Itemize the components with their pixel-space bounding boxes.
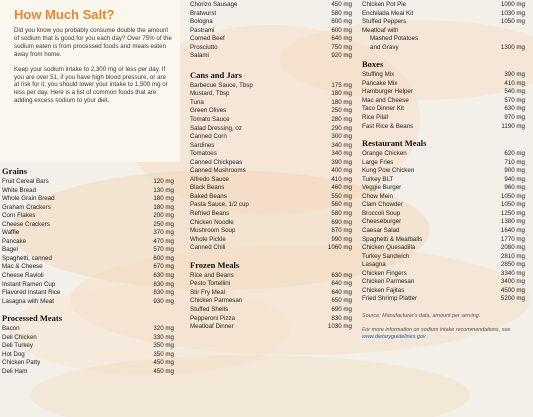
list-item — [190, 280, 352, 289]
sodium-value: 1050 mg — [500, 192, 525, 200]
food-name: Salami — [190, 52, 209, 60]
sodium-value: 1770 mg — [500, 235, 525, 243]
food-name: Barbecue Sauce, Tbsp — [190, 81, 253, 89]
list-item — [190, 306, 352, 315]
list-item — [190, 184, 352, 193]
sodium-value: 180 mg — [331, 90, 352, 98]
sodium-value: 180 mg — [153, 195, 174, 203]
sodium-value: 540 mg — [504, 88, 525, 96]
food-name: Fruit Cereal Bars — [2, 178, 49, 185]
food-name: Alfredo Sauce — [190, 175, 229, 183]
list-item — [190, 125, 352, 134]
list-item — [2, 298, 174, 307]
food-name: Enchilada Meal Kit — [362, 9, 414, 17]
sodium-value: 1300 mg — [500, 43, 525, 51]
list-item — [190, 297, 352, 306]
cans-jars-list — [190, 82, 352, 253]
sodium-value: 175 mg — [331, 81, 352, 89]
sodium-value: 410 mg — [504, 79, 525, 87]
list-item — [190, 18, 352, 27]
list-item — [190, 289, 352, 298]
food-name: Hamburger Helper — [362, 88, 413, 96]
sodium-value: 470 mg — [153, 237, 174, 245]
sodium-value: 550 mg — [331, 192, 352, 200]
list-item — [362, 227, 525, 236]
sodium-value: 940 mg — [504, 175, 525, 183]
food-name: Large Fries — [362, 158, 394, 166]
sodium-value: 1190 mg — [501, 122, 525, 130]
list-item — [190, 133, 352, 142]
list-item — [2, 204, 174, 213]
list-item — [362, 80, 525, 89]
food-name: and Gravy — [370, 43, 399, 51]
list-item — [362, 295, 525, 304]
food-name: Bologna — [190, 18, 213, 26]
intro-paragraph: Did you know you probably consume double the amount of sodium that is good for you each day? Over 75% of the sodium eaten is from processed foods and meals eaten away from home. — [14, 27, 172, 58]
list-item — [2, 187, 174, 196]
sodium-value: 390 mg — [504, 71, 525, 79]
sodium-value: 290 mg — [331, 124, 352, 132]
food-name: Chow Mein — [362, 192, 393, 200]
list-item — [190, 315, 352, 324]
sodium-value: 1380 mg — [500, 218, 525, 226]
list-item — [362, 27, 525, 36]
food-name: Refried Beans — [190, 210, 230, 218]
sodium-value: 130 mg — [153, 186, 174, 194]
food-name: Mac and Cheese — [362, 96, 409, 104]
food-name: Meatloaf with — [362, 26, 399, 34]
section-title-processed-meats: Processed Meats — [2, 313, 63, 324]
list-item — [362, 71, 525, 80]
frozen-meals-list-continued — [362, 1, 525, 52]
food-name: Bratwurst — [190, 9, 217, 17]
sodium-value: 460 mg — [331, 184, 352, 192]
column-middle — [190, 0, 352, 332]
food-name: Cheeseburger — [362, 218, 402, 226]
food-name: Fast Rice & Beans — [362, 122, 414, 130]
sodium-value: 1050 mg — [500, 18, 525, 26]
list-item — [190, 116, 352, 125]
sodium-value: 580 mg — [331, 9, 352, 17]
list-item — [2, 263, 174, 272]
list-item — [190, 10, 352, 19]
food-name: Pasta Sauce, 1/2 cup — [190, 201, 249, 209]
food-name: Orange Chicken — [362, 150, 407, 158]
list-item — [362, 167, 525, 176]
sodium-value: 830 mg — [331, 314, 352, 322]
food-name: Pastrami — [190, 26, 215, 34]
list-item — [2, 359, 174, 368]
food-name: Green Olives — [190, 107, 227, 115]
food-name: Turkey Sandwich — [362, 252, 410, 260]
sodium-value: 620 mg — [504, 150, 525, 158]
list-item — [362, 150, 525, 159]
list-item — [190, 90, 352, 99]
food-name: Chicken Patty — [2, 359, 41, 367]
food-name: Deli Turkey — [2, 342, 33, 350]
sodium-value: 970 mg — [504, 114, 525, 122]
food-name: Veggie Burger — [362, 184, 402, 192]
food-name: Chorizo Sausage — [190, 1, 238, 8]
sodium-value: 570 mg — [504, 96, 525, 104]
sodium-value: 870 mg — [331, 227, 352, 235]
list-item — [190, 193, 352, 202]
list-item — [190, 142, 352, 151]
food-name: Corned Beef — [190, 35, 225, 43]
food-name: Chicken Fingers — [362, 269, 407, 277]
food-name: Sardines — [190, 141, 215, 149]
list-item — [362, 244, 525, 253]
food-name: Mushroom Soup — [190, 227, 236, 235]
sodium-value: 1250 mg — [500, 209, 525, 217]
sodium-value: 120 mg — [153, 178, 174, 185]
list-item — [362, 201, 525, 210]
list-item — [2, 212, 174, 221]
food-name: Chicken Parmesan — [362, 278, 415, 286]
column-left — [0, 0, 180, 376]
sodium-value: 710 mg — [504, 158, 525, 166]
food-name: Rice and Beans — [190, 271, 234, 279]
sodium-value: 4500 mg — [500, 286, 525, 294]
source-note: Source: Manufacturer's data, amount per serving. — [362, 312, 481, 319]
sodium-value: 670 mg — [153, 263, 174, 271]
sodium-value: 1030 mg — [500, 9, 525, 17]
sodium-value: 3340 mg — [500, 269, 525, 277]
sodium-value: 830 mg — [153, 289, 174, 297]
section-title-cans-jars: Cans and Jars — [190, 69, 242, 80]
list-item — [190, 52, 352, 61]
list-item — [190, 35, 352, 44]
sodium-value: 370 mg — [153, 229, 174, 237]
food-name: Cheese Crackers — [2, 220, 50, 228]
list-item — [190, 236, 352, 245]
list-item — [2, 246, 174, 255]
list-item — [2, 342, 174, 351]
sodium-value: 3400 mg — [500, 278, 525, 286]
food-name: Stuffed Peppers — [362, 18, 407, 26]
list-item — [190, 44, 352, 53]
sodium-value: 650 mg — [331, 297, 352, 305]
sodium-value: 340 mg — [331, 141, 352, 149]
sodium-value: 1060 mg — [327, 244, 352, 252]
food-name: Fried Shrimp Platter — [362, 295, 418, 303]
food-name: Meatloaf Dinner — [190, 323, 234, 331]
list-item — [362, 10, 525, 19]
list-item — [190, 210, 352, 219]
list-item — [190, 1, 352, 10]
sodium-value: 640 mg — [331, 35, 352, 43]
sodium-value: 600 mg — [331, 18, 352, 26]
info-note-text: For more information on sodium intake recommendations, see — [362, 326, 511, 333]
food-name: Waffle — [2, 229, 20, 237]
food-name: Chicken Fajitas — [362, 286, 405, 294]
list-item — [362, 114, 525, 123]
list-item — [190, 99, 352, 108]
sodium-value: 1640 mg — [500, 227, 525, 235]
list-item — [362, 176, 525, 185]
food-name: Prosciutto — [190, 43, 218, 51]
section-title-grains: Grains — [2, 166, 28, 176]
list-item — [2, 221, 174, 230]
info-link[interactable]: www.dietaryguidelines.gov — [362, 333, 426, 340]
list-item — [190, 201, 352, 210]
intro-box — [0, 0, 180, 162]
food-name: Canned Chili — [190, 244, 226, 252]
list-item — [362, 35, 525, 44]
section-title-restaurant-meals: Restaurant Meals — [362, 138, 427, 149]
sodium-value: 750 mg — [331, 43, 352, 51]
food-name: Lasagna with Meat — [2, 297, 54, 305]
food-name: Bacon — [2, 325, 20, 333]
list-item — [362, 1, 525, 10]
sodium-value: 250 mg — [331, 107, 352, 115]
section-title-frozen-meals: Frozen Meals — [190, 259, 240, 270]
list-item — [362, 261, 525, 270]
food-name: Mashed Potatoes — [370, 35, 419, 43]
food-name: Stuffing Mix — [362, 71, 395, 79]
food-name: Clam Chowder — [362, 201, 403, 209]
list-item — [190, 272, 352, 281]
food-name: Tomatoes — [190, 150, 217, 158]
sodium-value: 390 mg — [331, 158, 352, 166]
food-name: Deli Chicken — [2, 333, 37, 341]
sodium-value: 920 mg — [331, 52, 352, 60]
processed-meats-list-continued — [190, 1, 352, 61]
sodium-value: 690 mg — [331, 305, 352, 313]
list-item — [362, 184, 525, 193]
food-name: Stuffed Shells — [190, 305, 229, 313]
processed-meats-list — [0, 325, 174, 376]
food-name: Salad Dressing, oz — [190, 124, 242, 132]
list-item — [362, 193, 525, 202]
food-name: Chicken Noodle — [190, 218, 234, 226]
food-name: Spaghetti & Meatballs — [362, 235, 423, 243]
sodium-value: 180 mg — [153, 203, 174, 211]
food-name: Instant Ramen Cup — [2, 280, 56, 288]
sodium-value: 450 mg — [331, 1, 352, 8]
list-item — [2, 281, 174, 290]
section-title-boxes: Boxes — [362, 59, 384, 70]
list-item — [190, 219, 352, 228]
list-item — [190, 323, 352, 332]
food-name: Baked Beans — [190, 192, 227, 200]
sodium-value: 320 mg — [153, 325, 174, 333]
list-item — [190, 107, 352, 116]
list-item — [362, 218, 525, 227]
food-name: Lasagna — [362, 261, 386, 269]
food-name: Caesar Salad — [362, 227, 400, 235]
sodium-value: 630 mg — [331, 271, 352, 279]
food-name: Chicken Parmesan — [190, 297, 243, 305]
list-item — [2, 178, 174, 187]
food-name: Graham Crackers — [2, 203, 51, 211]
sodium-value: 990 mg — [331, 235, 352, 243]
list-item — [362, 123, 525, 132]
food-name: Whole Grain Bread — [2, 195, 55, 203]
food-name: Chicken Quesadilla — [362, 244, 416, 252]
grains-list — [0, 178, 174, 306]
food-name: Broccoli Soup — [362, 209, 401, 217]
list-item — [190, 27, 352, 36]
sodium-value: 400 mg — [331, 167, 352, 175]
sodium-value: 690 mg — [331, 218, 352, 226]
sodium-value: 250 mg — [153, 220, 174, 228]
sodium-value: 300 mg — [331, 133, 352, 141]
list-item — [2, 334, 174, 343]
food-name: White Bread — [2, 186, 37, 194]
list-item — [190, 227, 352, 236]
list-item — [362, 105, 525, 114]
food-name: Whole Pickle — [190, 235, 226, 243]
food-name: Bagel — [2, 246, 18, 254]
food-name: Tomato Sauce — [190, 116, 230, 124]
restaurant-meals-list — [362, 150, 525, 304]
page-title: How Much Salt? — [14, 7, 115, 22]
list-item — [362, 210, 525, 219]
sodium-value: 630 mg — [504, 105, 525, 113]
list-item — [362, 236, 525, 245]
food-name: Canned Corn — [190, 133, 227, 141]
food-name: Rice Pilaf — [362, 114, 389, 122]
food-name: Stir Fry Meal — [190, 288, 226, 296]
sodium-value: 900 mg — [504, 167, 525, 175]
sodium-value: 570 mg — [153, 246, 174, 254]
sodium-value: 2810 mg — [500, 252, 525, 260]
food-name: Tuna — [190, 98, 204, 106]
list-item — [2, 325, 174, 334]
sodium-value: 2080 mg — [500, 244, 525, 252]
sodium-value: 600 mg — [331, 26, 352, 34]
list-item — [362, 270, 525, 279]
sodium-value: 180 mg — [331, 98, 352, 106]
info-note — [362, 327, 525, 341]
food-name: Black Beans — [190, 184, 225, 192]
list-item — [190, 82, 352, 91]
list-item — [2, 255, 174, 264]
sodium-value: 930 mg — [153, 297, 174, 305]
food-name: Kung Pow Chicken — [362, 167, 415, 175]
list-item — [190, 167, 352, 176]
sodium-value: 1030 mg — [327, 323, 352, 331]
food-name: Pepperoni Pizza — [190, 314, 236, 322]
sodium-value: 1000 mg — [500, 1, 525, 8]
food-name: Turkey BLT — [362, 175, 394, 183]
sodium-value: 5200 mg — [500, 295, 525, 303]
food-name: Mac & Cheese — [2, 263, 43, 271]
list-item — [2, 368, 174, 377]
sodium-value: 350 mg — [153, 350, 174, 358]
food-name: Canned Chickpeas — [190, 158, 243, 166]
sodium-value: 600 mg — [153, 254, 174, 262]
sodium-value: 340 mg — [331, 150, 352, 158]
frozen-meals-list — [190, 272, 352, 332]
list-item — [362, 97, 525, 106]
sodium-value: 640 mg — [331, 288, 352, 296]
list-item — [2, 272, 174, 281]
food-name: Flavored Instant Rice — [2, 289, 61, 297]
list-item — [362, 159, 525, 168]
list-item — [2, 195, 174, 204]
sodium-value: 830 mg — [153, 280, 174, 288]
food-name: Canned Mushrooms — [190, 167, 246, 175]
sodium-value: 560 mg — [331, 201, 352, 209]
list-item — [362, 253, 525, 262]
food-name: Chicken Pot Pie — [362, 1, 407, 8]
sodium-value: 200 mg — [153, 212, 174, 220]
list-item — [2, 289, 174, 298]
sodium-value: 450 mg — [153, 359, 174, 367]
food-name: Pesto Tortellini — [190, 280, 231, 288]
sodium-value: 640 mg — [331, 280, 352, 288]
sodium-value: 280 mg — [331, 116, 352, 124]
sodium-value: 450 mg — [153, 367, 174, 375]
list-item — [362, 88, 525, 97]
sodium-value: 350 mg — [153, 342, 174, 350]
food-name: Cheese Ravioli — [2, 272, 44, 280]
food-name: Pancake Mix — [362, 79, 398, 87]
boxes-list — [362, 71, 525, 131]
sodium-value: 1050 mg — [500, 201, 525, 209]
sodium-value: 580 mg — [331, 210, 352, 218]
list-item — [362, 18, 525, 27]
list-item — [190, 150, 352, 159]
food-name: Deli Ham — [2, 367, 28, 375]
food-name: Corn Flakes — [2, 212, 36, 220]
list-item — [190, 244, 352, 253]
food-name: Pancake — [2, 237, 27, 245]
column-right — [362, 0, 533, 341]
list-item — [2, 238, 174, 247]
food-name: Hot Dog — [2, 350, 25, 358]
food-name: Spaghetti, canned — [2, 254, 52, 262]
list-item — [362, 278, 525, 287]
list-item — [190, 176, 352, 185]
list-item — [2, 229, 174, 238]
list-item — [190, 159, 352, 168]
sodium-value: 330 mg — [153, 333, 174, 341]
list-item — [362, 287, 525, 296]
sodium-value: 2850 mg — [500, 261, 525, 269]
list-item — [2, 351, 174, 360]
list-item — [362, 44, 525, 53]
intro-paragraph: Keep your sodium intake to 2,300 mg or less per day. If you are over 51, if you have high blood pressure, or are at risk for it, you should lower your intake to 1,500 mg or less per day. Here is a list of common foods that are adding excess sodium to your diet. — [14, 65, 168, 105]
food-name: Taco Dinner Kit — [362, 105, 404, 113]
food-name: Mustard, Tbsp — [190, 90, 230, 98]
sodium-value: 410 mg — [331, 175, 352, 183]
sodium-value: 960 mg — [504, 184, 525, 192]
sodium-value: 630 mg — [153, 272, 174, 280]
